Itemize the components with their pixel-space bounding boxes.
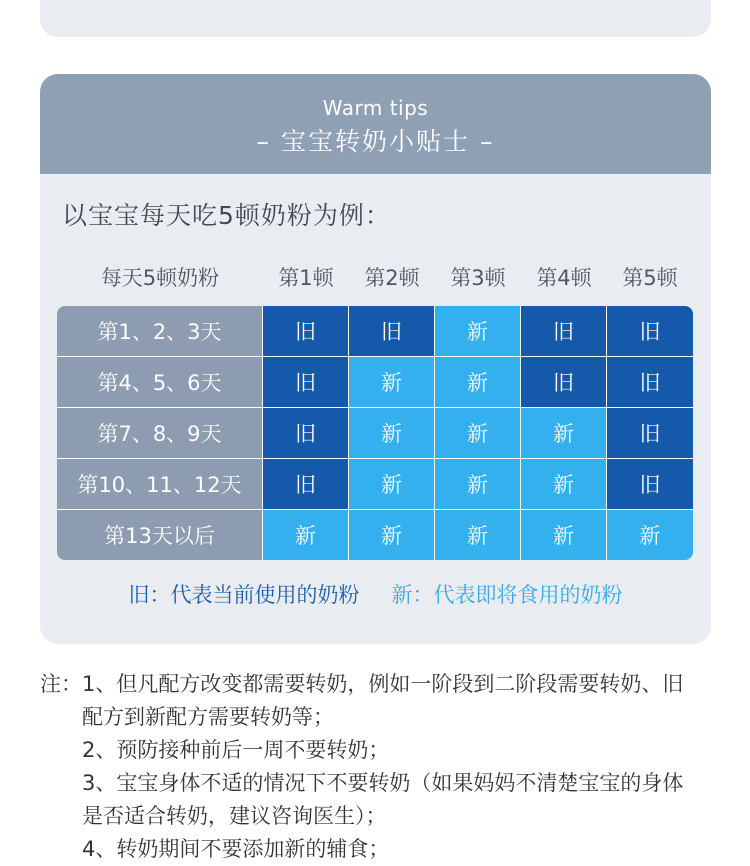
dose-cell: 旧 — [607, 408, 693, 458]
header-en-title: Warm tips — [322, 96, 429, 120]
column-header: 第3顿 — [450, 266, 506, 290]
table-row — [57, 408, 693, 459]
table-header — [57, 258, 693, 298]
row-label: 第7、8、9天 — [57, 408, 263, 458]
dose-cell: 旧 — [349, 306, 435, 356]
note-line: 注：1、但凡配方改变都需要转奶，例如一阶段到二阶段需要转奶、旧 — [40, 672, 684, 696]
tips-header — [40, 74, 711, 174]
table-corner-label: 每天5顿奶粉 — [100, 266, 220, 290]
dose-cell: 新 — [349, 459, 435, 509]
dose-cell: 旧 — [607, 459, 693, 509]
dose-cell: 新 — [435, 306, 521, 356]
legend — [40, 580, 711, 610]
dose-cell: 新 — [435, 459, 521, 509]
previous-card-bottom — [40, 0, 711, 37]
dose-cell: 新 — [435, 408, 521, 458]
dose-cell: 新 — [521, 459, 607, 509]
dose-cell: 旧 — [263, 306, 349, 356]
row-label: 第10、11、12天 — [57, 459, 263, 509]
column-header: 第2顿 — [364, 266, 420, 290]
intro-text: 以宝宝每天吃5顿奶粉为例： — [62, 201, 391, 230]
dose-cell: 旧 — [607, 357, 693, 407]
row-label: 第13天以后 — [57, 510, 263, 560]
row-label: 第4、5、6天 — [57, 357, 263, 407]
note-line: 是否适合转奶，建议咨询医生）； — [82, 804, 387, 828]
table-row — [57, 306, 693, 357]
table-row — [57, 510, 693, 560]
header-cn-title: – 宝宝转奶小贴士 – — [256, 127, 495, 156]
table-row — [57, 357, 693, 408]
column-header: 第5顿 — [622, 266, 678, 290]
dose-cell: 新 — [607, 510, 693, 560]
note-line: 2、预防接种前后一周不要转奶； — [82, 738, 390, 762]
notes — [40, 668, 720, 866]
column-header: 第4顿 — [536, 266, 592, 290]
note-line: 配方到新配方需要转奶等； — [82, 705, 334, 729]
dose-cell: 新 — [435, 357, 521, 407]
warm-tips-card — [40, 74, 711, 644]
dose-cell: 新 — [521, 510, 607, 560]
dose-cell: 新 — [349, 408, 435, 458]
dose-cell: 新 — [521, 408, 607, 458]
dose-cell: 新 — [435, 510, 521, 560]
dose-cell: 新 — [349, 357, 435, 407]
dose-cell: 新 — [263, 510, 349, 560]
dose-cell: 旧 — [263, 459, 349, 509]
column-header: 第1顿 — [278, 266, 334, 290]
note-line: 4、转奶期间不要添加新的辅食； — [82, 837, 390, 861]
legend-old: 旧：代表当前使用的奶粉 — [128, 583, 360, 607]
dose-cell: 旧 — [607, 306, 693, 356]
dose-cell: 旧 — [521, 357, 607, 407]
dose-cell: 旧 — [521, 306, 607, 356]
dose-cell: 旧 — [263, 357, 349, 407]
row-label: 第1、2、3天 — [57, 306, 263, 356]
note-line: 3、宝宝身体不适的情况下不要转奶（如果妈妈不清楚宝宝的身体 — [82, 771, 684, 795]
feeding-schedule-table — [57, 306, 693, 560]
table-row — [57, 459, 693, 510]
dose-cell: 旧 — [263, 408, 349, 458]
dose-cell: 新 — [349, 510, 435, 560]
legend-new: 新：代表即将食用的奶粉 — [391, 583, 623, 607]
